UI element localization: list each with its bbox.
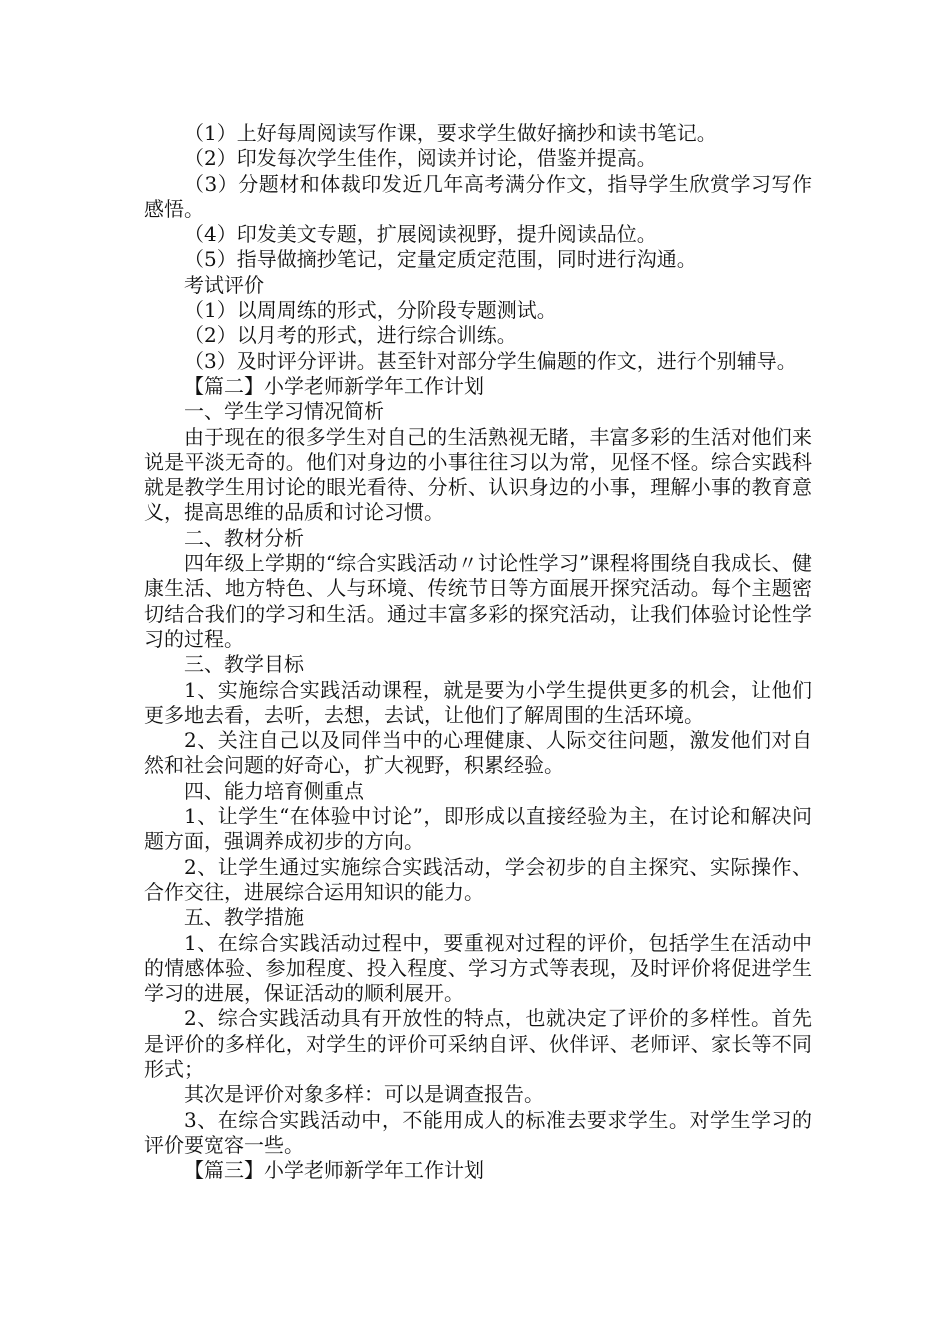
paragraph: 四年级上学期的“综合实践活动〃讨论性学习”课程将围绕自我成长、健康生活、地方特色、人与环境、传统节日等方面展开探究活动。每个主题密切结合我们的学习和生活。通过丰富多彩的探究活动，让我们体验讨论性学习的过程。 bbox=[144, 551, 812, 651]
article-title: 【篇三】小学老师新学年工作计划 bbox=[184, 1158, 484, 1183]
paragraph: （1）以周周练的形式，分阶段专题测试。 bbox=[184, 298, 557, 323]
section-heading: 一、学生学习情况简析 bbox=[184, 399, 384, 424]
paragraph: 3、在综合实践活动中，不能用成人的标准去要求学生。对学生学习的评价要宽容一些。 bbox=[144, 1107, 812, 1157]
paragraph: （2）印发每次学生佳作，阅读并讨论，借鉴并提高。 bbox=[184, 146, 657, 171]
paragraph: （1）上好每周阅读写作课，要求学生做好摘抄和读书笔记。 bbox=[184, 121, 717, 145]
paragraph: 2、综合实践活动具有开放性的特点，也就决定了评价的多样性。首先是评价的多样化，对学生的评价可采纳自评、伙伴评、老师评、家长等不同形式； bbox=[144, 1006, 812, 1081]
section-heading: 四、能力培育侧重点 bbox=[184, 778, 364, 803]
paragraph: （4）印发美文专题，扩展阅读视野，提升阅读品位。 bbox=[184, 222, 657, 247]
paragraph: 1、在综合实践活动过程中，要重视对过程的评价，包括学生在活动中的情感体验、参加程度、投入程度、学习方式等表现，及时评价将促进学生学习的进展，保证活动的顺利展开。 bbox=[144, 930, 812, 1006]
section-heading: 三、教学目标 bbox=[184, 652, 304, 677]
paragraph: （2）以月考的形式，进行综合训练。 bbox=[184, 323, 517, 348]
paragraph: 2、关注自己以及同伴当中的心理健康、人际交往问题，激发他们对自然和社会问题的好奇心，扩大视野，积累经验。 bbox=[144, 728, 812, 778]
paragraph: 其次是评价对象多样：可以是调查报告。 bbox=[184, 1082, 544, 1107]
paragraph: （3）及时评分评讲。甚至针对部分学生偏题的作文，进行个别辅导。 bbox=[184, 348, 797, 373]
section-heading: 考试评价 bbox=[184, 272, 264, 297]
section-heading: 五、教学措施 bbox=[184, 905, 304, 930]
paragraph: （3）分题材和体裁印发近几年高考满分作文，指导学生欣赏学习写作感悟。 bbox=[144, 171, 812, 221]
paragraph: （5）指导做摘抄笔记，定量定质定范围，同时进行沟通。 bbox=[184, 247, 697, 272]
paragraph: 1、让学生“在体验中讨论”，即形成以直接经验为主，在讨论和解决问题方面，强调养成初步的方向。 bbox=[144, 804, 812, 854]
paragraph: 2、让学生通过实施综合实践活动，学会初步的自主探究、实际操作、合作交往，进展综合运用知识的能力。 bbox=[144, 854, 812, 904]
paragraph: 1、实施综合实践活动课程，就是要为小学生提供更多的机会，让他们更多地去看，去听，去想，去试，让他们了解周围的生活环境。 bbox=[144, 677, 812, 727]
paragraph: 由于现在的很多学生对自己的生活熟视无睹，丰富多彩的生活对他们来说是平淡无奇的。他们对身边的小事往往习以为常，见怪不怪。综合实践科就是教学生用讨论的眼光看待、分析、认识身边的小事，理解小事的教育意义，提高思维的品质和讨论习惯。 bbox=[144, 424, 812, 525]
article-title: 【篇二】小学老师新学年工作计划 bbox=[184, 373, 484, 398]
section-heading: 二、教材分析 bbox=[184, 525, 304, 550]
document-body bbox=[144, 121, 812, 1183]
